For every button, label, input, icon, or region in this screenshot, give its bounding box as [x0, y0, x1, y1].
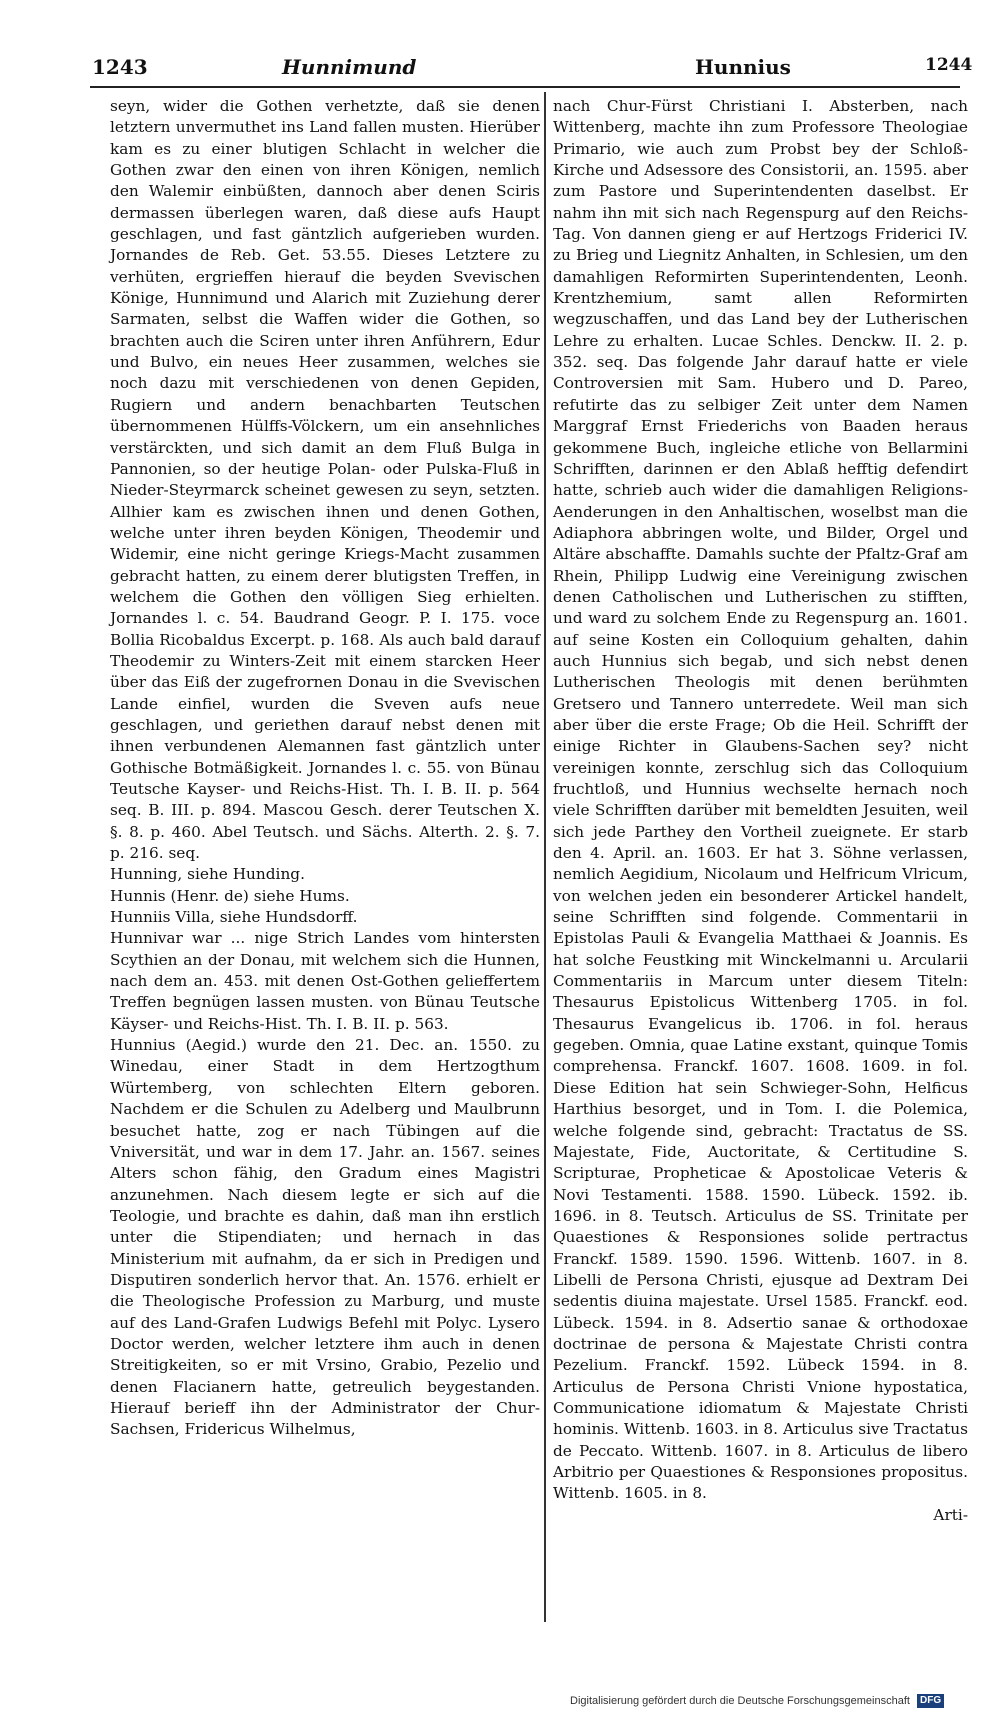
column-divider	[544, 92, 546, 1622]
left-column	[110, 96, 540, 1441]
dfg-logo-icon: DFG	[917, 1694, 944, 1708]
entry-hunning: Hunning, siehe Hunding.	[110, 865, 305, 884]
running-head-left: Hunnimund	[282, 55, 417, 79]
right-column	[553, 96, 968, 1526]
entry-hunnius-continued: nach Chur-Fürst Christiani I. Absterben, nach Wittenberg, machte ihn zum Professore Theologiae Primario, wie auch zum Probst bey der Schloß-Kirche und Adsessore des Consistorii, an. 1595. aber zum Pastore und Superintendenten daselbst. Er nahm ihn mit sich nach Regenspurg auf den Reichs-Tag. Von dannen gieng er auf Hertzogs Friderici IV. zu Brieg und Liegnitz Anhalten, in Schlesien, um den damahligen Reformirten Superintendenten, Leonh. Krentzhemium, samt allen Reformirten wegzuschaffen, und das Land bey der Lutherischen Lehre zu erhalten. Lucae Schles. Denckw. II. 2. p. 352. seq. Das folgende Jahr darauf hatte er viele Controversien mit Sam. Hubero und D. Pareo, refutirte das zu selbiger Zeit unter dem Namen Marggraf Ernst Friederichs von Baaden heraus gekommene Buch, ingleiche etliche von Bellarmini Schrifften, darinnen er den Ablaß hefftig defendirt hatte, schrieb auch wider die damahligen Religions-Aenderungen in den Anhaltischen, woselbst man die Adiaphora abbringen wolte, und Bilder, Orgel und Altäre abschaffte. Damahls suchte der Pfaltz-Graf am Rhein, Philipp Ludwig eine Vereinigung zwischen denen Catholischen und Lutherischen zu stifften, und ward zu solchem Ende zu Regenspurg an. 1601. auf seine Kosten ein Colloquium gehalten, dahin auch Hunnius sich begab, und sich nebst denen Lutherischen Theologis mit denen berühmten Gretsero und Tannero unterredete. Weil man sich aber über die erste Frage; Ob die Heil. Schrifft der einige Richter in Glaubens-Sachen sey? nicht vereinigen konnte, zerschlug sich das Colloquium fruchtloß, und Hunnius wechselte hernach noch viele Schrifften darüber mit bemeldten Jesuiten, weil sich jede Parthey den Vortheil zueignete. Er starb den 4. April. an. 1603. Er hat 3. Söhne verlassen, nemlich Aegidium, Nicolaum und Helfricum Vlricum, von welchen jeden ein besonderer Artickel handelt, seine Schrifften sind folgende. Commentarii in Epistolas Pauli & Evangelia Matthaei & Joannis. Es hat solche Feustking mit Winckelmanni u. Arcularii Commentariis in Marcum unter diesem Titeln: Thesaurus Epistolicus Wittenberg 1705. in fol. Thesaurus Evangelicus ib. 1706. in fol. heraus gegeben. Omnia, quae Latine exstant, quinque Tomis comprehensa. Franckf. 1607. 1608. 1609. in fol. Diese Edition hat sein Schwieger-Sohn, Helficus Harthius besorget, und in Tom. I. die Polemica, welche folgende sind, gebracht: Tractatus de SS. Majestate, Fide, Auctoritate, & Certitudine S. Scripturae, Propheticae & Apostolicae Veteris & Novi Testamenti. 1588. 1590. Lübeck. 1592. ib. 1696. in 8. Teutsch. Articulus de SS. Trinitate per Quaestiones & Responsiones solide pertractus Franckf. 1589. 1590. 1596. Wittenb. 1607. in 8. Libelli de Persona Christi, ejusque ad Dextram Dei sedentis diuina majestate. Ursel 1585. Franckf. eod. Lübeck. 1594. in 8. Adsertio sanae & orthodoxae doctrinae de persona & Majestate Christi contra Pezelium. Franckf. 1592. Lübeck 1594. in 8. Articulus de Persona Christi Vnione hypostatica, Communicatione idiomatum & Majestate Christi hominis. Wittenb. 1603. in 8. Articulus sive Tractatus de Peccato. Wittenb. 1607. in 8. Articulus de libero Arbitrio per Quaestiones & Responsiones propositus. Wittenb. 1605. in 8.	[553, 97, 968, 1503]
entry-hunnis: Hunnis (Henr. de) siehe Hums.	[110, 886, 350, 905]
page-header	[0, 0, 1000, 100]
entry-hunnimund-continued: seyn, wider die Gothen verhetzte, daß sie denen letztern unvermuthet ins Land fallen musten. Hierüber kam es zu einer blutigen Schlacht in welcher die Gothen zwar den einen von ihren Königen, nemlich den Walemir einbüßten, dannoch aber denen Sciris dermassen überlegen waren, daß diese aufs Haupt geschlagen, und fast gäntzlich aufgerieben wurden. Jornandes de Reb. Get. 53.55. Dieses Letztere zu verhüten, ergrieffen hierauf die beyden Svevischen Könige, Hunnimund und Alarich mit Zuziehung derer Sarmaten, selbst die Waffen wider die Gothen, so brachten auch die Sciren unter ihren Anführern, Edur und Bulvo, ein neues Heer zusammen, welches sie noch dazu mit verschiedenen von denen Gepiden, Rugiern und andern benachbarten Teutschen übernommenen Hülffs-Völckern, um ein ansehnliches verstärckten, und sich damit an dem Fluß Bulga in Pannonien, so der heutige Polan- oder Pulska-Fluß in Nieder-Steyrmarck scheinet gewesen zu seyn, setzten. Allhier kam es zwischen ihnen und denen Gothen, welche unter ihren beyden Königen, Theodemir und Widemir, eine nicht geringe Kriegs-Macht zusammen gebracht hatten, zu einem derer blutigsten Treffen, in welchem die Gothen den völligen Sieg erhielten. Jornandes l. c. 54. Baudrand Geogr. P. I. 175. voce Bollia Ricobaldus Excerpt. p. 168. Als auch bald darauf Theodemir zu Winters-Zeit mit einem starcken Heer über das Eiß der zugefrornen Donau in die Svevischen Lande einfiel, wurden die Sveven aufs neue geschlagen, und geriethen darauf nebst denen mit ihnen verbundenen Alemannen fast gäntzlich unter Gothische Botmäßigkeit. Jornandes l. c. 55. von Bünau Teutsche Kayser- und Reichs-Hist. Th. I. B. II. p. 564 seq. B. III. p. 894. Mascou Gesch. derer Teutschen X. §. 8. p. 460. Abel Teutsch. und Sächs. Alterth. 2. §. 7. p. 216. seq.	[110, 97, 540, 863]
digitization-footer	[570, 1694, 1000, 1714]
page-number-right: 1244	[925, 55, 973, 75]
page-number-left: 1243	[92, 55, 148, 79]
entry-hunniis-villa: Hunniis Villa, siehe Hundsdorff.	[110, 908, 358, 927]
entry-hunnivar: Hunnivar war ... nige Strich Landes vom hintersten Scythien an der Donau, mit welchem sich die Hunnen, nach dem an. 453. mit denen Ost-Gothen gelieffertem Treffen begnügen lassen musten. von Bünau Teutsche Käyser- und Reichs-Hist. Th. I. B. II. p. 563.	[110, 929, 540, 1033]
header-rule	[90, 86, 960, 88]
footer-text: Digitalisierung gefördert durch die Deutsche Forschungsgemeinschaft	[570, 1695, 910, 1707]
catchword: Arti-	[933, 1505, 968, 1524]
entry-hunnius-aegid: Hunnius (Aegid.) wurde den 21. Dec. an. 1550. zu Winedau, einer Stadt in dem Hertzogthum Würtemberg, von schlechten Eltern geboren. Nachdem er die Schulen zu Adelberg und Maulbrunn besuchet hatte, zog er nach Tübingen auf die Vniversität, und war in dem 17. Jahr. an. 1567. seines Alters schon fähig, den Gradum eines Magistri anzunehmen. Nach diesem legte er sich auf die Teologie, und brachte es dahin, daß man ihn erstlich unter die Stipendiaten; und hernach in das Ministerium mit aufnahm, da er sich in Predigen und Disputiren sonderlich hervor that. An. 1576. erhielt er die Theologische Profession zu Marburg, und muste auf des Land-Grafen Ludwigs Befehl mit Polyc. Lysero Doctor werden, welcher letztere ihm auch in denen Streitigkeiten, so er mit Vrsino, Grabio, Pezelio und denen Flacianern hatte, getreulich beygestanden. Hierauf berieff ihn der Administrator der Chur-Sachsen, Fridericus Wilhelmus,	[110, 1036, 540, 1439]
running-head-right: Hunnius	[695, 55, 791, 79]
